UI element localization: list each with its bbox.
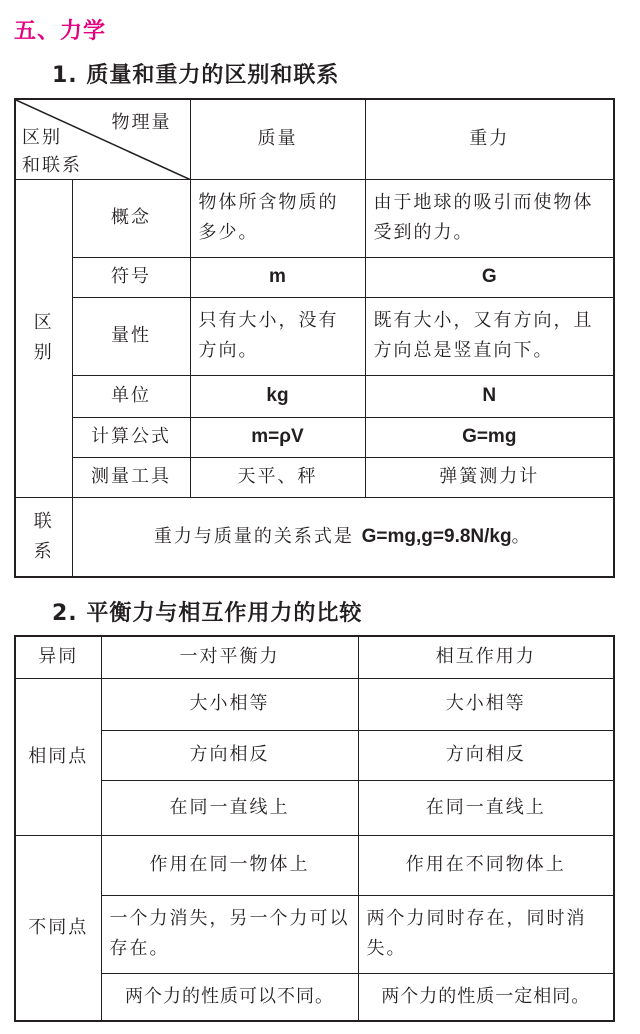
mass-cell: 天平、秤	[190, 457, 365, 497]
table-header-row	[15, 636, 614, 678]
mass-cell: 只有大小，没有方向。	[190, 297, 365, 375]
corner-bottom-label: 区别 和联系	[22, 127, 82, 176]
row-label: 量性	[72, 297, 190, 375]
balance-cell: 两个力的性质可以不同。	[101, 973, 358, 1021]
table-row	[15, 179, 614, 257]
table-row	[15, 835, 614, 895]
table-row	[15, 730, 614, 780]
gravity-cell: G=mg	[365, 417, 614, 457]
column-header-interaction: 相互作用力	[358, 636, 614, 678]
gravity-cell: N	[365, 375, 614, 417]
diagonal-header-cell	[15, 99, 190, 179]
connection-formula: G=mg,g=9.8N/kg	[361, 525, 512, 547]
interaction-cell: 两个力同时存在，同时消失。	[358, 895, 614, 973]
column-header-gravity: 重力	[365, 99, 614, 179]
table-row	[15, 780, 614, 835]
balance-cell: 在同一直线上	[101, 780, 358, 835]
mass-cell: m=ρV	[190, 417, 365, 457]
mass-gravity-table	[14, 98, 615, 578]
row-label: 测量工具	[72, 457, 190, 497]
table1-title: 1. 质量和重力的区别和联系	[52, 63, 340, 88]
mass-cell: 物体所含物质的多少。	[190, 179, 365, 257]
balance-cell: 一个力消失，另一个力可以存在。	[101, 895, 358, 973]
table-row	[15, 375, 614, 417]
interaction-cell: 在同一直线上	[358, 780, 614, 835]
table-row	[15, 895, 614, 973]
connection-cell	[72, 497, 614, 577]
interaction-cell: 作用在不同物体上	[358, 835, 614, 895]
table-row	[15, 678, 614, 730]
row-label: 单位	[72, 375, 190, 417]
table-row	[15, 417, 614, 457]
gravity-cell: 由于地球的吸引而使物体受到的力。	[365, 179, 614, 257]
gravity-cell: 弹簧测力计	[365, 457, 614, 497]
row-label: 概念	[72, 179, 190, 257]
table-row	[15, 457, 614, 497]
column-header-balance: 一对平衡力	[101, 636, 358, 678]
row-label: 符号	[72, 257, 190, 297]
connection-prefix: 重力与质量的关系式是	[153, 525, 362, 547]
connection-row	[15, 497, 614, 577]
group-label-connection-text: 联系	[33, 510, 54, 562]
force-comparison-table	[14, 635, 615, 1022]
mass-cell: kg	[190, 375, 365, 417]
interaction-cell: 方向相反	[358, 730, 614, 780]
gravity-cell: G	[365, 257, 614, 297]
group-label-same: 相同点	[15, 678, 101, 835]
group-label-difference-text: 区别	[33, 312, 54, 363]
row-label: 计算公式	[72, 417, 190, 457]
group-label-difference	[15, 179, 72, 497]
table-row	[15, 297, 614, 375]
interaction-cell: 两个力的性质一定相同。	[358, 973, 614, 1021]
table-row	[15, 257, 614, 297]
table-row	[15, 973, 614, 1021]
gravity-cell: 既有大小，又有方向，且方向总是竖直向下。	[365, 297, 614, 375]
column-header-mass: 质量	[190, 99, 365, 179]
mass-cell: m	[190, 257, 365, 297]
table-header-row	[15, 99, 614, 179]
balance-cell: 作用在同一物体上	[101, 835, 358, 895]
interaction-cell: 大小相等	[358, 678, 614, 730]
group-label-connection	[15, 497, 72, 577]
table2-title: 2. 平衡力与相互作用力的比较	[52, 601, 363, 626]
connection-suffix: 。	[511, 525, 532, 547]
balance-cell: 方向相反	[101, 730, 358, 780]
corner-top-label: 物理量	[111, 112, 172, 133]
column-header-label: 异同	[15, 636, 101, 678]
balance-cell: 大小相等	[101, 678, 358, 730]
group-label-diff: 不同点	[15, 835, 101, 1021]
section-title: 五、力学	[14, 19, 107, 44]
